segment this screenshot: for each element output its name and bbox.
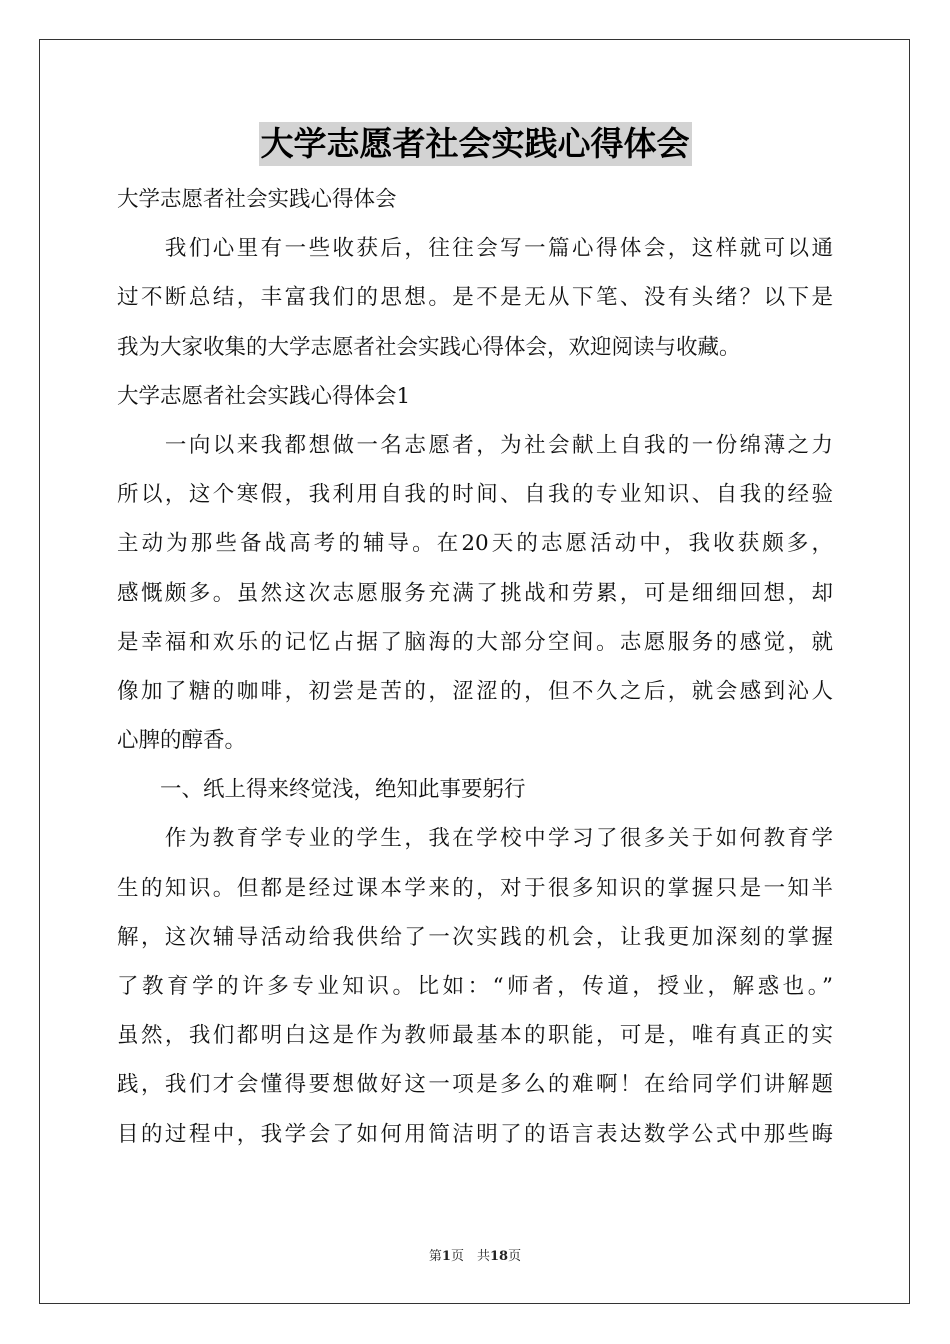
body-line: 像加了糖的咖啡，初尝是苦的，涩涩的，但不久之后，就会感到沁人: [117, 678, 833, 704]
body-line: 感慨颇多。虽然这次志愿服务充满了挑战和劳累，可是细细回想，却: [117, 580, 833, 606]
body-line: 是幸福和欢乐的记忆占据了脑海的大部分空间。志愿服务的感觉，就: [117, 629, 833, 655]
body-line: 解，这次辅导活动给我供给了一次实践的机会，让我更加深刻的掌握: [117, 924, 833, 950]
body-line: 践，我们才会懂得要想做好这一项是多么的难啊！在给同学们讲解题: [117, 1072, 833, 1098]
page-suffix: 页: [508, 1249, 522, 1264]
body-line: 我为大家收集的大学志愿者社会实践心得体会，欢迎阅读与收藏。: [117, 334, 741, 360]
subtitle-line: 大学志愿者社会实践心得体会: [117, 187, 397, 212]
body-line: 虽然，我们都明白这是作为教师最基本的职能，可是，唯有真正的实: [117, 1023, 833, 1049]
body-line: 了教育学的许多专业知识。比如：“师者，传道，授业，解惑也。”: [117, 974, 833, 999]
body-line: 作为教育学专业的学生，我在学校中学习了很多关于如何教育学: [117, 826, 833, 852]
body-line: 生的知识。但都是经过课本学来的，对于很多知识的掌握只是一知半: [117, 875, 833, 901]
total-pages-number: 18: [489, 1249, 509, 1264]
document-title: 大学志愿者社会实践心得体会: [259, 122, 692, 166]
body-line: 心脾的醇香。: [117, 728, 247, 754]
title-container: [0, 122, 950, 166]
body-line: 一向以来我都想做一名志愿者，为社会献上自我的一份绵薄之力: [117, 432, 833, 458]
body-line: 目的过程中，我学会了如何用简洁明了的语言表达数学公式中那些晦: [117, 1121, 833, 1147]
document-body: [117, 175, 833, 1159]
body-line: 我们心里有一些收获后，往往会写一篇心得体会，这样就可以通: [117, 236, 833, 262]
page-prefix: 第: [428, 1249, 442, 1264]
body-line: 所以，这个寒假，我利用自我的时间、自我的专业知识、自我的经验: [117, 482, 833, 508]
current-page-number: 1: [441, 1249, 451, 1264]
section-heading: 大学志愿者社会实践心得体会1: [117, 383, 411, 409]
page-mid: 页 共: [450, 1249, 490, 1264]
body-line: 过不断总结，丰富我们的思想。是不是无从下笔、没有头绪？以下是: [117, 285, 833, 311]
subheading-line: 一、纸上得来终觉浅，绝知此事要躬行: [117, 777, 526, 803]
body-line: 主动为那些备战高考的辅导。在20天的志愿活动中，我收获颇多，: [117, 531, 833, 557]
page-footer: [0, 1245, 950, 1264]
